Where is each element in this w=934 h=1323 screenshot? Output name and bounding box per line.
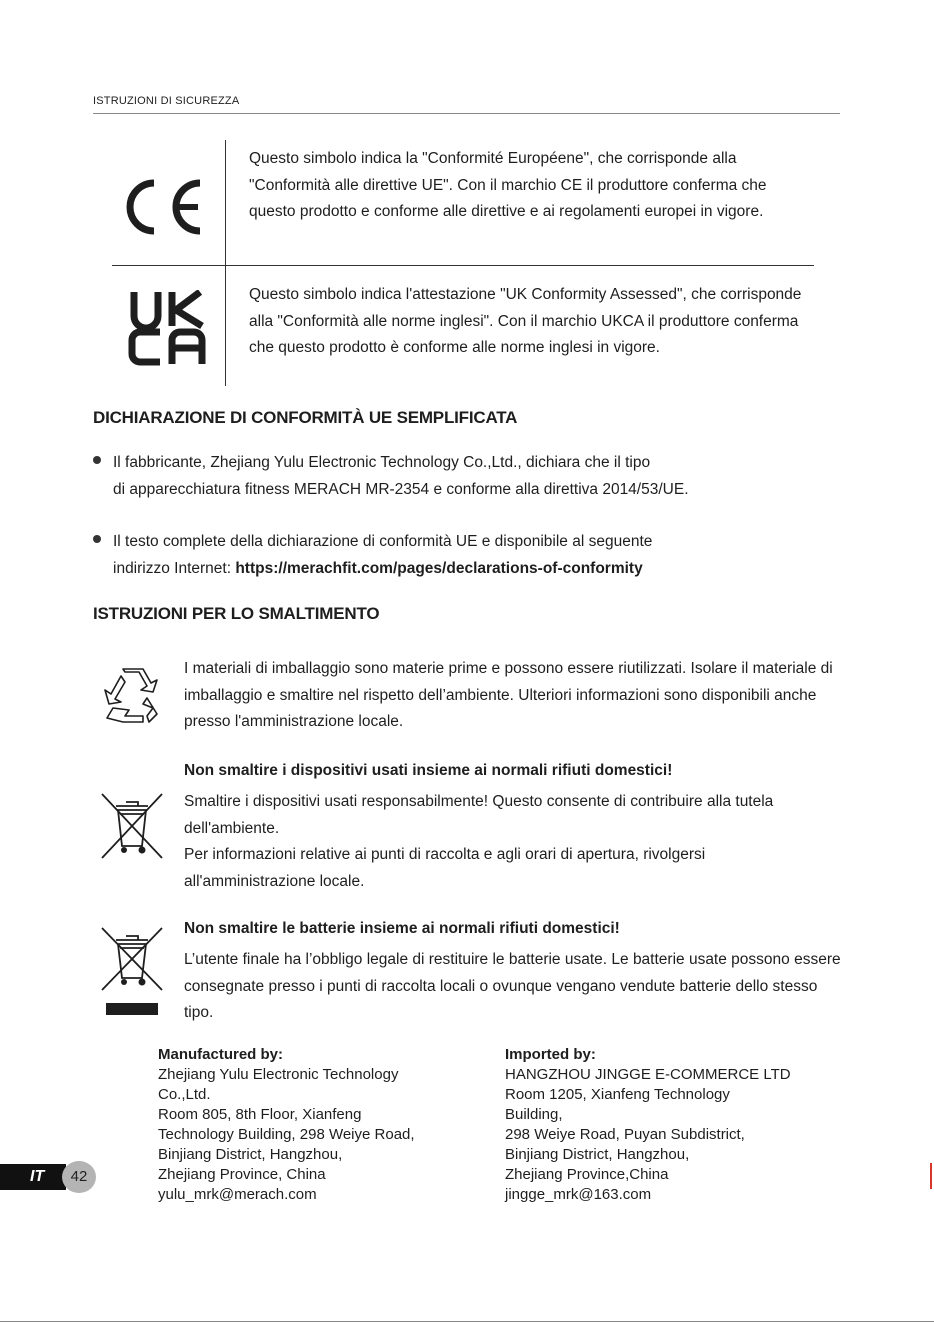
ce-mark-icon [118, 175, 204, 239]
importer-line: Building, [505, 1106, 563, 1123]
manufacturer-line: Room 805, 8th Floor, Xianfeng [158, 1106, 362, 1123]
batteries-disposal-text: L’utente finale ha l’obbligo legale di restituire le batterie usate. Le batterie usate possono essere consegnate presso i punti di raccolta locali o ovunque vengano vendute batterie dello stesso tipo. [184, 951, 841, 1021]
ce-description: Questo simbolo indica la "Conformité Européene", che corrisponde alla "Conformità alle direttive UE". Con il marchio CE il produttore conferma che questo prodotto e conforme alle direttive e ai regolamenti europei in vigore. [249, 150, 767, 220]
manufacturer-heading: Manufactured by: [158, 1046, 284, 1063]
symbol-table-column-divider [225, 140, 226, 386]
ukca-description: Questo simbolo indica l'attestazione "UK Conformity Assessed", che corrisponde alla "Conformità alle norme inglesi". Con il marchio UKCA il produttore conferma che questo prodotto è conforme alle norme inglesi in vigore. [249, 286, 802, 356]
language-tab: IT [0, 1164, 66, 1190]
importer-line: Binjiang District, Hangzhou, [505, 1146, 690, 1163]
crossed-bin-battery-icon [100, 926, 164, 992]
packaging-disposal-text: I materiali di imballaggio sono materie prime e possono essere riutilizzati. Isolare il materiale di imballaggio e smaltire nel rispetto dell’ambiente. Ulteriori informazioni sono disponibili anche presso l'amministrazione locale. [184, 660, 833, 730]
url-prefix: indirizzo Internet: [113, 559, 236, 577]
importer-line: HANGZHOU JINGGE E-COMMERCE LTD [505, 1066, 791, 1083]
crossed-bin-icon [100, 792, 164, 860]
section-label: ISTRUZIONI DI SICUREZZA [93, 95, 240, 107]
bullet-line: di apparecchiatura fitness MERACH MR-2354 e conforme alla direttiva 2014/53/UE. [113, 480, 689, 498]
devices-disposal-heading: Non smaltire i dispositivi usati insieme ai normali rifiuti domestici! [184, 762, 673, 779]
declaration-bullet-manufacturer [113, 450, 833, 503]
recycle-icon [103, 668, 161, 724]
bullet-line [113, 556, 833, 583]
page-number-badge: 42 [62, 1161, 96, 1193]
declaration-bullet-full-text [113, 529, 833, 582]
batteries-disposal-heading: Non smaltire le batterie insieme ai normali rifiuti domestici! [184, 920, 620, 937]
symbol-table-row-divider [112, 265, 814, 266]
importer-line: Room 1205, Xianfeng Technology [505, 1086, 730, 1103]
manufacturer-line: Zhejiang Yulu Electronic Technology [158, 1066, 399, 1083]
devices-disposal-line: Smaltire i dispositivi usati responsabilmente! Questo consente di contribuire alla tutela dell'ambiente. [184, 793, 774, 837]
bullet-dot [93, 535, 101, 543]
ukca-mark-icon [128, 290, 208, 366]
manufacturer-line: Zhejiang Province, China [158, 1166, 326, 1183]
importer-line: Zhejiang Province,China [505, 1166, 669, 1183]
edge-marker [930, 1163, 932, 1189]
manufacturer-line: Binjiang District, Hangzhou, [158, 1146, 343, 1163]
battery-bar-icon [106, 1003, 158, 1015]
devices-disposal-line: Per informazioni relative ai punti di raccolta e agli orari di apertura, rivolgersi all'amministrazione locale. [184, 846, 706, 890]
bottom-divider [0, 1321, 934, 1322]
bullet-dot [93, 456, 101, 464]
declaration-url-link[interactable]: https://merachfit.com/pages/declarations-of-conformity [235, 559, 643, 577]
bullet-line: Il fabbricante, Zhejiang Yulu Electronic Technology Co.,Ltd., dichiara che il tipo [113, 454, 651, 471]
importer-block [505, 1045, 825, 1205]
manufacturer-line: Technology Building, 298 Weiye Road, [158, 1126, 415, 1143]
importer-heading: Imported by: [505, 1046, 596, 1063]
manufacturer-email[interactable]: yulu_mrk@merach.com [158, 1186, 317, 1203]
manufacturer-block [158, 1045, 458, 1205]
disposal-title: ISTRUZIONI PER LO SMALTIMENTO [93, 604, 380, 623]
importer-email[interactable]: jingge_mrk@163.com [505, 1186, 652, 1203]
importer-line: 298 Weiye Road, Puyan Subdistrict, [505, 1126, 745, 1143]
bullet-line: Il testo complete della dichiarazione di conformità UE e disponibile al seguente [113, 533, 653, 550]
header-divider [93, 113, 840, 114]
manufacturer-line: Co.,Ltd. [158, 1086, 211, 1103]
devices-disposal-text [184, 789, 834, 895]
declaration-title: DICHIARAZIONE DI CONFORMITÀ UE SEMPLIFICATA [93, 408, 518, 427]
